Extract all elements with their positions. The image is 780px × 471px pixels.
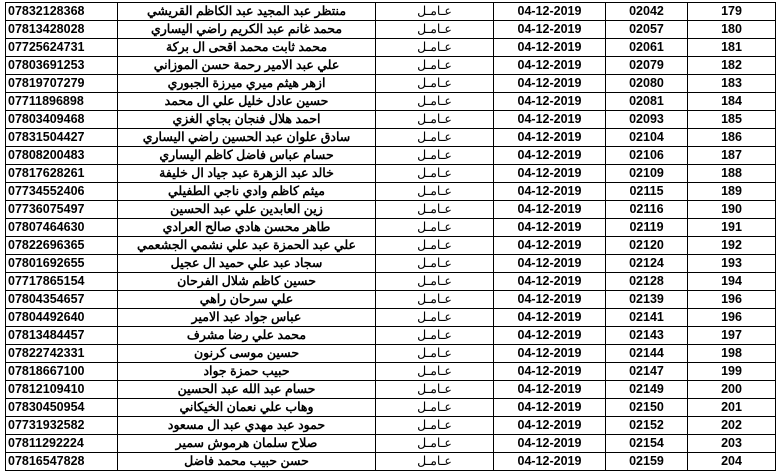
table-row [6, 399, 776, 417]
job-title-cell: عـامـل [376, 309, 494, 327]
date-cell: 04-12-2019 [494, 435, 606, 453]
sequence-number-cell: 197 [688, 327, 776, 345]
employee-code-cell: 02057 [606, 21, 688, 39]
employee-code-cell: 02115 [606, 183, 688, 201]
sequence-number-cell: 189 [688, 183, 776, 201]
name-cell: علي عبد الحمزة عبد علي نشمي الجشعمي [118, 237, 376, 255]
name-cell: حسين موسى كرنون [118, 345, 376, 363]
name-cell: محمد غانم عبد الكريم راضي اليساري [118, 21, 376, 39]
phone-cell: 07818667100 [6, 363, 118, 381]
job-title-cell: عـامـل [376, 417, 494, 435]
job-title-cell: عـامـل [376, 3, 494, 21]
table-row [6, 219, 776, 237]
employee-code-cell: 02079 [606, 57, 688, 75]
date-cell: 04-12-2019 [494, 75, 606, 93]
employee-code-cell: 02147 [606, 363, 688, 381]
date-cell: 04-12-2019 [494, 273, 606, 291]
job-title-cell: عـامـل [376, 219, 494, 237]
date-cell: 04-12-2019 [494, 363, 606, 381]
sequence-number-cell: 186 [688, 129, 776, 147]
name-cell: زين العابدين علي عبد الحسين [118, 201, 376, 219]
name-cell: احمد هلال فنجان بجاي الغزي [118, 111, 376, 129]
job-title-cell: عـامـل [376, 291, 494, 309]
phone-cell: 07736075497 [6, 201, 118, 219]
table-row [6, 201, 776, 219]
employee-table [5, 2, 776, 471]
phone-cell: 07831504427 [6, 129, 118, 147]
employee-code-cell: 02116 [606, 201, 688, 219]
date-cell: 04-12-2019 [494, 345, 606, 363]
job-title-cell: عـامـل [376, 255, 494, 273]
employee-code-cell: 02159 [606, 453, 688, 471]
employee-code-cell: 02154 [606, 435, 688, 453]
phone-cell: 07817628261 [6, 165, 118, 183]
sequence-number-cell: 180 [688, 21, 776, 39]
sequence-number-cell: 202 [688, 417, 776, 435]
phone-cell: 07813428028 [6, 21, 118, 39]
name-cell: منتظر عبد المجيد عبد الكاظم القريشي [118, 3, 376, 21]
sequence-number-cell: 194 [688, 273, 776, 291]
date-cell: 04-12-2019 [494, 219, 606, 237]
date-cell: 04-12-2019 [494, 129, 606, 147]
employee-code-cell: 02042 [606, 3, 688, 21]
job-title-cell: عـامـل [376, 453, 494, 471]
name-cell: حسين عادل خليل علي ال محمد [118, 93, 376, 111]
phone-cell: 07803691253 [6, 57, 118, 75]
employee-code-cell: 02081 [606, 93, 688, 111]
table-row [6, 453, 776, 471]
table-row [6, 75, 776, 93]
sequence-number-cell: 182 [688, 57, 776, 75]
employee-code-cell: 02141 [606, 309, 688, 327]
sequence-number-cell: 184 [688, 93, 776, 111]
sequence-number-cell: 199 [688, 363, 776, 381]
job-title-cell: عـامـل [376, 363, 494, 381]
date-cell: 04-12-2019 [494, 381, 606, 399]
name-cell: حمود عبد مهدي عبد ال مسعود [118, 417, 376, 435]
job-title-cell: عـامـل [376, 111, 494, 129]
table-row [6, 111, 776, 129]
job-title-cell: عـامـل [376, 93, 494, 111]
date-cell: 04-12-2019 [494, 93, 606, 111]
table-row [6, 363, 776, 381]
job-title-cell: عـامـل [376, 435, 494, 453]
employee-code-cell: 02128 [606, 273, 688, 291]
job-title-cell: عـامـل [376, 75, 494, 93]
table-row [6, 165, 776, 183]
employee-code-cell: 02152 [606, 417, 688, 435]
table-row [6, 129, 776, 147]
table-row [6, 21, 776, 39]
phone-cell: 07811292224 [6, 435, 118, 453]
table-row [6, 39, 776, 57]
date-cell: 04-12-2019 [494, 111, 606, 129]
phone-cell: 07803409468 [6, 111, 118, 129]
phone-cell: 07807464630 [6, 219, 118, 237]
table-row [6, 309, 776, 327]
table-row [6, 345, 776, 363]
date-cell: 04-12-2019 [494, 255, 606, 273]
date-cell: 04-12-2019 [494, 291, 606, 309]
job-title-cell: عـامـل [376, 183, 494, 201]
name-cell: ازهر هيثم ميري ميرزة الجبوري [118, 75, 376, 93]
job-title-cell: عـامـل [376, 129, 494, 147]
job-title-cell: عـامـل [376, 21, 494, 39]
name-cell: علي سرحان راهي [118, 291, 376, 309]
employee-code-cell: 02139 [606, 291, 688, 309]
table-row [6, 57, 776, 75]
job-title-cell: عـامـل [376, 327, 494, 345]
employee-code-cell: 02106 [606, 147, 688, 165]
date-cell: 04-12-2019 [494, 237, 606, 255]
name-cell: حسن حبيب محمد فاضل [118, 453, 376, 471]
table-row [6, 291, 776, 309]
job-title-cell: عـامـل [376, 57, 494, 75]
phone-cell: 07804492640 [6, 309, 118, 327]
name-cell: خالد عبد الزهرة عبد جياد ال خليفة [118, 165, 376, 183]
sequence-number-cell: 192 [688, 237, 776, 255]
job-title-cell: عـامـل [376, 399, 494, 417]
name-cell: سجاد عبد علي حميد ال عجيل [118, 255, 376, 273]
date-cell: 04-12-2019 [494, 57, 606, 75]
date-cell: 04-12-2019 [494, 327, 606, 345]
name-cell: طاهر محسن هادي صالح العرادي [118, 219, 376, 237]
sequence-number-cell: 179 [688, 3, 776, 21]
employee-code-cell: 02119 [606, 219, 688, 237]
phone-cell: 07801692655 [6, 255, 118, 273]
phone-cell: 07804354657 [6, 291, 118, 309]
sequence-number-cell: 187 [688, 147, 776, 165]
name-cell: حسين كاظم شلال الفرحان [118, 273, 376, 291]
name-cell: حبيب حمزة جواد [118, 363, 376, 381]
phone-cell: 07725624731 [6, 39, 118, 57]
phone-cell: 07711896898 [6, 93, 118, 111]
employee-code-cell: 02150 [606, 399, 688, 417]
sequence-number-cell: 190 [688, 201, 776, 219]
sequence-number-cell: 196 [688, 309, 776, 327]
job-title-cell: عـامـل [376, 273, 494, 291]
job-title-cell: عـامـل [376, 345, 494, 363]
date-cell: 04-12-2019 [494, 399, 606, 417]
sequence-number-cell: 204 [688, 453, 776, 471]
sequence-number-cell: 200 [688, 381, 776, 399]
name-cell: ميثم كاظم وادي ناجي الطفيلي [118, 183, 376, 201]
phone-cell: 07816547828 [6, 453, 118, 471]
job-title-cell: عـامـل [376, 381, 494, 399]
phone-cell: 07812109410 [6, 381, 118, 399]
table-row [6, 3, 776, 21]
name-cell: علي عبد الامير رحمة حسن الموزاني [118, 57, 376, 75]
date-cell: 04-12-2019 [494, 183, 606, 201]
sequence-number-cell: 198 [688, 345, 776, 363]
phone-cell: 07822742331 [6, 345, 118, 363]
table-row [6, 237, 776, 255]
sequence-number-cell: 191 [688, 219, 776, 237]
phone-cell: 07822696365 [6, 237, 118, 255]
table-row [6, 327, 776, 345]
table-row [6, 381, 776, 399]
date-cell: 04-12-2019 [494, 309, 606, 327]
phone-cell: 07832128368 [6, 3, 118, 21]
name-cell: وهاب علي نعمان الخيكاني [118, 399, 376, 417]
phone-cell: 07813484457 [6, 327, 118, 345]
table-row [6, 273, 776, 291]
date-cell: 04-12-2019 [494, 3, 606, 21]
date-cell: 04-12-2019 [494, 39, 606, 57]
table-row [6, 93, 776, 111]
sequence-number-cell: 183 [688, 75, 776, 93]
employee-code-cell: 02104 [606, 129, 688, 147]
job-title-cell: عـامـل [376, 147, 494, 165]
employee-code-cell: 02080 [606, 75, 688, 93]
name-cell: عباس جواد عبد الامير [118, 309, 376, 327]
name-cell: محمد علي رضا مشرف [118, 327, 376, 345]
sequence-number-cell: 201 [688, 399, 776, 417]
sequence-number-cell: 185 [688, 111, 776, 129]
employee-code-cell: 02144 [606, 345, 688, 363]
date-cell: 04-12-2019 [494, 165, 606, 183]
name-cell: صلاح سلمان هرموش سمير [118, 435, 376, 453]
phone-cell: 07830450954 [6, 399, 118, 417]
table-row [6, 183, 776, 201]
name-cell: محمد ثابت محمد اقحى ال بركة [118, 39, 376, 57]
employee-code-cell: 02149 [606, 381, 688, 399]
employee-code-cell: 02109 [606, 165, 688, 183]
name-cell: حسام عباس فاضل كاظم اليساري [118, 147, 376, 165]
table-row [6, 147, 776, 165]
sequence-number-cell: 196 [688, 291, 776, 309]
phone-cell: 07717865154 [6, 273, 118, 291]
sequence-number-cell: 188 [688, 165, 776, 183]
table-row [6, 255, 776, 273]
employee-table-body [6, 3, 776, 471]
phone-cell: 07731932582 [6, 417, 118, 435]
date-cell: 04-12-2019 [494, 147, 606, 165]
employee-list-sheet [5, 2, 775, 468]
table-row [6, 435, 776, 453]
phone-cell: 07808200483 [6, 147, 118, 165]
employee-code-cell: 02120 [606, 237, 688, 255]
date-cell: 04-12-2019 [494, 417, 606, 435]
date-cell: 04-12-2019 [494, 21, 606, 39]
sequence-number-cell: 193 [688, 255, 776, 273]
job-title-cell: عـامـل [376, 39, 494, 57]
employee-code-cell: 02093 [606, 111, 688, 129]
sequence-number-cell: 203 [688, 435, 776, 453]
employee-code-cell: 02143 [606, 327, 688, 345]
name-cell: سادق علوان عبد الحسين راضي اليساري [118, 129, 376, 147]
name-cell: حسام عبد الله عبد الحسين [118, 381, 376, 399]
date-cell: 04-12-2019 [494, 201, 606, 219]
table-row [6, 417, 776, 435]
sequence-number-cell: 181 [688, 39, 776, 57]
phone-cell: 07819707279 [6, 75, 118, 93]
phone-cell: 07734552406 [6, 183, 118, 201]
job-title-cell: عـامـل [376, 165, 494, 183]
job-title-cell: عـامـل [376, 201, 494, 219]
employee-code-cell: 02061 [606, 39, 688, 57]
date-cell: 04-12-2019 [494, 453, 606, 471]
employee-code-cell: 02124 [606, 255, 688, 273]
job-title-cell: عـامـل [376, 237, 494, 255]
